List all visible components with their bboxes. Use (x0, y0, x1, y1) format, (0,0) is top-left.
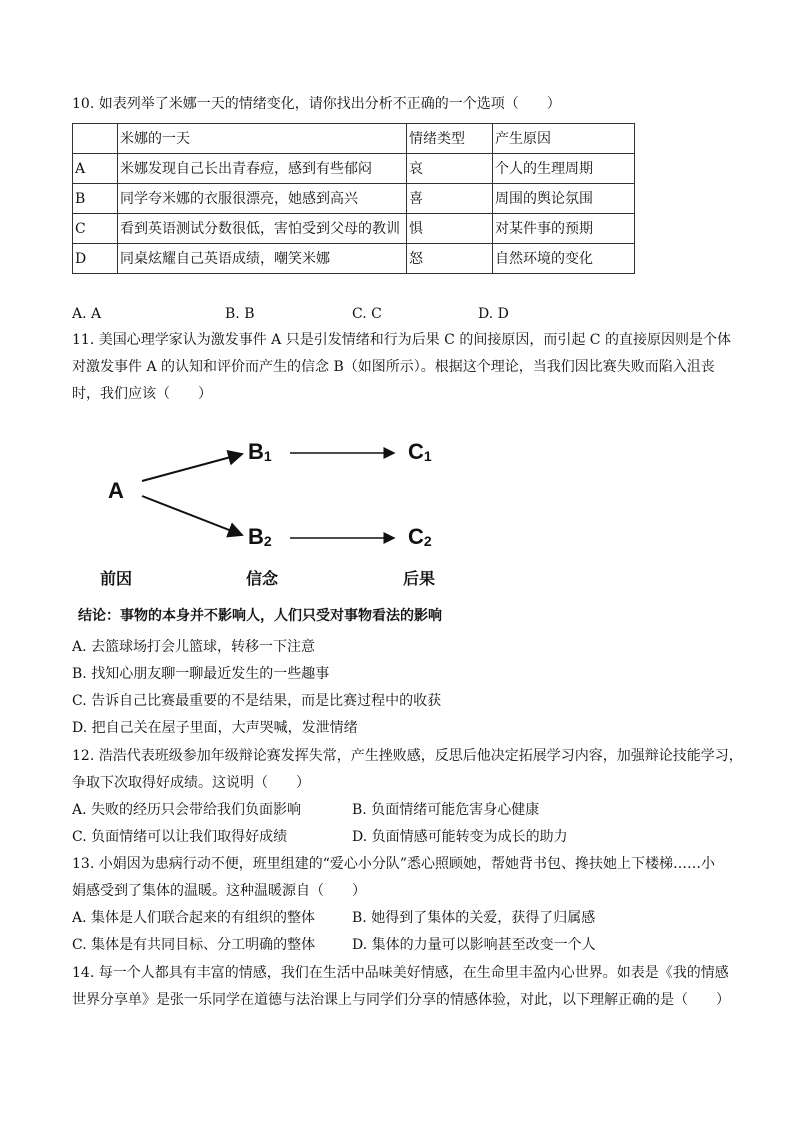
node-c2: C2 (408, 524, 432, 549)
q11-option-b: B. 找知心朋友聊一聊最近发生的一些趣事 (72, 666, 330, 682)
table-cell: 个人的生理周期 (493, 154, 635, 184)
table-row (73, 184, 635, 214)
table-cell: 自然环境的变化 (493, 244, 635, 274)
q13-stem-line1: 13. 小娟因为患病行动不便，班里组建的“爱心小分队”悉心照顾她，帮她背书包、搀扶她上下楼梯……小 (72, 856, 716, 872)
table-cell: A (73, 154, 118, 184)
q10-option-d: D. D (478, 306, 509, 322)
table-header-row (73, 124, 635, 154)
table-cell: 看到英语测试分数很低，害怕受到父母的教训 (118, 214, 407, 244)
table-cell: 米娜发现自己长出青春痘，感到有些郁闷 (118, 154, 407, 184)
abc-theory-diagram (96, 430, 496, 590)
q11-stem-line1: 11. 美国心理学家认为激发事件 A 只是引发情绪和行为后果 C 的间接原因，而引起 C 的直接原因则是个体 (72, 332, 731, 348)
table-row (73, 244, 635, 274)
q10-stem: 10. 如表列举了米娜一天的情绪变化，请你找出分析不正确的一个选项（ ） (72, 96, 561, 112)
q13-option-a: A. 集体是人们联合起来的有组织的整体 (72, 910, 316, 926)
q10-option-c: C. C (352, 306, 382, 322)
q11-stem-line2: 对激发事件 A 的认知和评价而产生的信念 B（如图所示）。根据这个理论，当我们因比赛失败而陷入沮丧 (72, 359, 715, 375)
table-cell: 同学夸米娜的衣服很漂亮，她感到高兴 (118, 184, 407, 214)
q12-option-b: B. 负面情绪可能危害身心健康 (352, 802, 540, 818)
q14-stem-line1: 14. 每一个人都具有丰富的情感，我们在生活中品味美好情感，在生命里丰盈内心世界。如表是《我的情感 (72, 965, 729, 981)
q12-stem-line1: 12. 浩浩代表班级参加年级辩论赛发挥失常，产生挫败感，反思后他决定拓展学习内容，加强辩论技能学习， (72, 748, 743, 764)
table-cell: D (73, 244, 118, 274)
q12-option-a: A. 失败的经历只会带给我们负面影响 (72, 802, 302, 818)
arrow-a-to-b1 (142, 454, 242, 481)
q13-stem-line2: 娟感受到了集体的温暖。这种温暖源自（ ） (72, 883, 366, 899)
table-cell: 怒 (407, 244, 493, 274)
table-header-cell (73, 124, 118, 154)
q12-option-d: D. 负面情感可能转变为成长的助力 (352, 829, 568, 845)
arrow-a-to-b2 (142, 496, 242, 535)
table-cell: 同桌炫耀自己英语成绩，嘲笑米娜 (118, 244, 407, 274)
table-header-cell: 米娜的一天 (118, 124, 407, 154)
table-cell: 周围的舆论氛围 (493, 184, 635, 214)
table-cell: C (73, 214, 118, 244)
q12-option-c: C. 负面情绪可以让我们取得好成绩 (72, 829, 288, 845)
table-row (73, 154, 635, 184)
table-header-cell: 产生原因 (493, 124, 635, 154)
q13-option-b: B. 她得到了集体的关爱，获得了归属感 (352, 910, 596, 926)
label-cause: 前因 (100, 571, 133, 588)
table-row (73, 214, 635, 244)
q10-option-b: B. B (225, 306, 255, 322)
node-c1: C1 (408, 439, 432, 464)
table-cell: 惧 (407, 214, 493, 244)
emotion-table (72, 123, 635, 274)
table-header-cell: 情绪类型 (407, 124, 493, 154)
q12-stem-line2: 争取下次取得好成绩。这说明（ ） (72, 775, 310, 791)
q11-option-c: C. 告诉自己比赛最重要的不是结果，而是比赛过程中的收获 (72, 693, 442, 709)
node-b1: B1 (248, 439, 272, 464)
table-cell: 哀 (407, 154, 493, 184)
node-a: A (108, 478, 124, 503)
q13-option-c: C. 集体是有共同目标、分工明确的整体 (72, 937, 316, 953)
table-cell: B (73, 184, 118, 214)
label-result: 后果 (403, 571, 436, 588)
diagram-conclusion: 结论：事物的本身并不影响人，人们只受对事物看法的影响 (78, 608, 442, 624)
q11-option-d: D. 把自己关在屋子里面，大声哭喊，发泄情绪 (72, 720, 358, 736)
node-b2: B2 (248, 524, 272, 549)
q11-option-a: A. 去篮球场打会儿篮球，转移一下注意 (72, 639, 316, 655)
q13-option-d: D. 集体的力量可以影响甚至改变一个人 (352, 937, 596, 953)
q10-option-a: A. A (72, 306, 102, 322)
q14-stem-line2: 世界分享单》是张一乐同学在道德与法治课上与同学们分享的情感体验，对此，以下理解正确的是（ ） (72, 992, 730, 1008)
q11-stem-line3: 时，我们应该（ ） (72, 386, 212, 402)
table-cell: 喜 (407, 184, 493, 214)
label-belief: 信念 (246, 571, 279, 588)
table-cell: 对某件事的预期 (493, 214, 635, 244)
